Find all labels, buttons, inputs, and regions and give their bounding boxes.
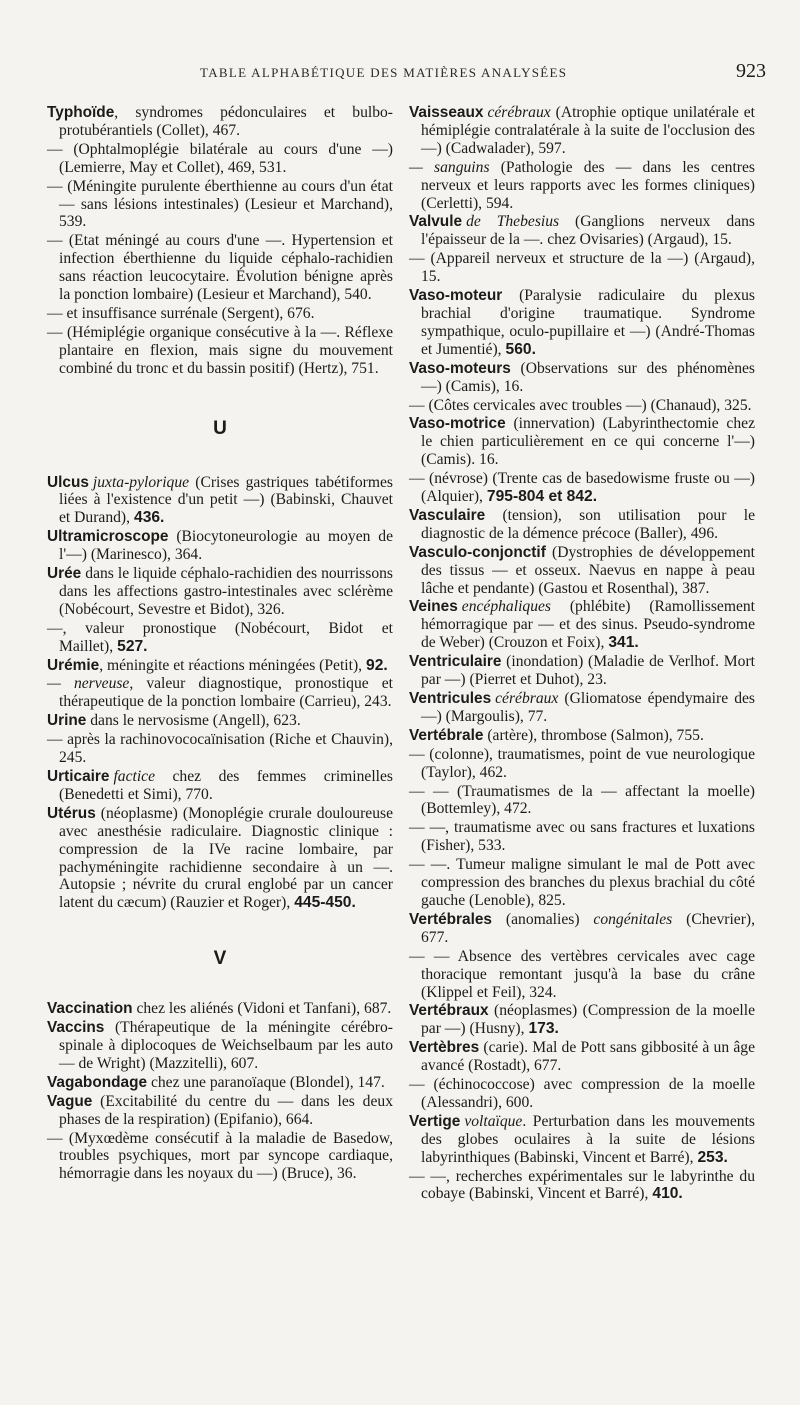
entry-text: — (colonne), traumatismes, point de vue neurologique (Taylor), 462. <box>409 745 755 781</box>
entry-heading: Vaccination <box>47 1000 133 1018</box>
entry-heading: Urémie <box>47 656 100 674</box>
index-entry <box>409 250 755 286</box>
entry-text: , méningite et réactions méningées (Petit), <box>99 656 363 674</box>
entry-heading: Vaccins <box>47 1019 105 1037</box>
entry-text: (tension), son utilisation pour le diagnostic de la démence précoce (Baller), 496. <box>421 506 755 542</box>
index-entry <box>47 1000 393 1018</box>
entry-qualifier: encéphaliques <box>461 598 551 616</box>
section-letter-v: V <box>213 948 227 970</box>
entry-text: — après la rachinovococaïnisation (Riche et Chauvin), 245. <box>47 731 393 767</box>
index-entry <box>409 159 755 213</box>
index-entry <box>409 1113 755 1167</box>
index-entry <box>409 911 755 947</box>
entry-text: — —, recherches expérimentales sur le labyrinthe du cobaye (Babinski, Vincent et Barré), <box>409 1167 755 1203</box>
entry-qualifier: — nerveuse <box>47 675 130 693</box>
entry-text: — (Côtes cervicales avec troubles —) (Chanaud), 325. <box>409 396 752 414</box>
entry-text: — et insuffisance surrénale (Sergent), 676. <box>47 304 315 322</box>
entry-text: — (Myxœdème consécutif à la maladie de Basedow, troubles psychiques, mort par syncope cardiaque, hémorragie dans les noyaux du —) (Bruce), 36. <box>47 1129 393 1183</box>
entry-heading: Valvule <box>409 213 463 231</box>
index-entry <box>409 727 755 745</box>
entry-text: — (Méningite purulente éberthienne au cours d'un état — sans lésions intestinales) (Lesieur et Marchand), 539. <box>47 177 393 231</box>
entry-heading: Vertige <box>409 1112 461 1130</box>
index-entry <box>47 1130 393 1184</box>
entry-heading: Vertébrales <box>409 910 492 928</box>
running-title: TABLE ALPHABÉTIQUE DES MATIÈRES ANALYSÉES <box>200 65 568 80</box>
index-entry <box>47 528 393 564</box>
entry-text: (Chevrier), 677. <box>421 910 755 946</box>
typhoide-group <box>47 104 393 378</box>
entry-text: (inondation) (Maladie de Verlhof. Mort par —) (Pierret et Duhot), 23. <box>421 653 755 689</box>
index-entry <box>47 474 393 528</box>
entry-text: (Atrophie optique unilatérale et hémiplégie contralatérale à la suite de l'occlusion des —) (Cadwalader), 597. <box>421 104 755 157</box>
index-entry <box>409 1039 755 1075</box>
section-letter-u: U <box>213 417 227 439</box>
entry-heading: Vertébrale <box>409 726 484 744</box>
entry-text: (néoplasme) (Monoplégie crurale douloureuse avec anesthésie radiculaire. Diagnostic clinique : compression de la IVe racine lombaire, par pachyméningite rachidienne secondaire à un —. Autopsie ; névrite du crural englobé par un cancer latent du cæcum) (Rauzier et Roger), <box>59 804 393 912</box>
entry-qualifier: cérébraux <box>495 690 559 707</box>
index-entry <box>47 104 393 140</box>
index-entry <box>409 397 755 415</box>
entry-page-ref: 253. <box>697 1148 728 1166</box>
index-entry <box>409 783 755 819</box>
index-entry <box>47 565 393 619</box>
index-entry <box>409 819 755 855</box>
entry-qualifier: congénitales <box>579 910 673 928</box>
entry-qualifier: — sanguins <box>409 158 490 176</box>
index-entry <box>409 948 755 1002</box>
index-entry <box>47 675 393 711</box>
entry-heading: Utérus <box>47 804 96 822</box>
entry-text: —, valeur pronostique (Nobécourt, Bidot et Maillet), <box>47 619 393 655</box>
entry-text: (innervation) (Labyrinthectomie chez le chien particulièrement en ce qui concerne l'—) (Camis). 16. <box>421 415 755 469</box>
index-entry <box>47 805 393 912</box>
entry-text: — (Hémiplégie organique consécutive à la —. Réflexe plantaire en flexion, mais signe du mouvement combiné du tronc et du bassin positif) (Hertz), 751. <box>47 323 393 377</box>
entry-text: — (échinococcose) avec compression de la moelle (Alessandri), 600. <box>409 1076 755 1111</box>
index-entry <box>47 305 393 323</box>
entry-text: — (névrose) (Trente cas de basedowisme fruste ou —) (Alquier), <box>409 470 755 506</box>
entry-heading: Urine <box>47 712 87 730</box>
entry-text: (Thérapeutique de la méningite cérébro-spinale à diplocoques de Weichselbaum par les auto — de Wright) (Mazzitelli), 607. <box>59 1019 393 1072</box>
entry-page-ref: 92. <box>366 656 388 674</box>
entry-qualifier: voltaïque <box>464 1112 523 1130</box>
index-entry <box>47 232 393 304</box>
entry-text: — — (Traumatismes de la — affectant la moelle) (Bottemley), 472. <box>409 782 755 818</box>
entry-text: — —, traumatisme avec ou sans fractures et luxations (Fisher), 533. <box>409 819 755 855</box>
index-entry <box>409 856 755 910</box>
index-entry <box>47 1093 393 1129</box>
entry-text: (phlébite) (Ramollissement hémorragique par — et des sinus. Pseudo-syndrome de Weber) (Crouzon et Foix), <box>421 598 755 652</box>
entry-text: (Observations sur des phénomènes —) (Camis), 16. <box>421 359 755 395</box>
page-header <box>0 62 800 86</box>
entry-text: (carie). Mal de Pott sans gibbosité à un âge avancé (Rostadt), 677. <box>421 1039 755 1075</box>
entry-text: — (Etat méningé au cours d'une —. Hypertension et infection éberthienne du liquide céphalo-rachidien sans réaction leucocytaire. Évolution bénigne après la ponction lombaire) (Lesieur et Marchand), 540. <box>47 232 393 304</box>
entry-text: . Perturbation dans les mouvements des globes oculaires à la suite de lésions labyrinthiques (Babinski, Vincent et Barré), <box>421 1112 755 1166</box>
entry-heading: Vagabondage <box>47 1073 148 1091</box>
entry-page-ref: 560. <box>505 340 536 358</box>
index-entry <box>409 287 755 359</box>
index-entry <box>47 141 393 177</box>
entry-text: (Pathologie des — dans les centres nerveux et leurs rapports avec les formes cliniques) (Cerletti), 594. <box>421 158 755 212</box>
entry-text: (Biocytoneurologie au moyen de l'—) (Marinesco), 364. <box>59 528 393 564</box>
entry-heading: Vaso-moteurs <box>409 359 511 377</box>
index-entry <box>47 657 393 675</box>
entry-text: (Ganglions nerveux dans l'épaisseur de la —. chez Ovisaries) (Argaud), 15. <box>421 213 755 249</box>
index-entry <box>409 360 755 396</box>
index-entry <box>409 746 755 782</box>
entry-heading: Vaisseaux <box>409 104 484 121</box>
entry-page-ref: 795-804 et 842. <box>486 488 598 506</box>
entry-heading: Vaso-moteur <box>409 287 503 305</box>
entry-text: chez des femmes criminelles (Benedetti et Simi), 770. <box>59 768 393 803</box>
index-entry <box>47 768 393 804</box>
entry-qualifier: juxta-pylorique <box>92 473 190 491</box>
v-group <box>47 1000 393 1183</box>
entry-text: (Crises gastriques tabétiformes liées à l'existence d'un petit —) (Babinski, Chauvet et Durand), <box>59 473 393 527</box>
entry-text: (artère), thrombose (Salmon), 755. <box>483 726 704 744</box>
entry-page-ref: 445-450. <box>294 894 356 912</box>
entry-page-ref: 436. <box>134 509 165 527</box>
index-entry <box>47 731 393 767</box>
index-entry <box>409 653 755 689</box>
entry-heading: Vertébraux <box>409 1002 489 1020</box>
index-entry <box>409 544 755 598</box>
entry-text: (Paralysie radiculaire du plexus brachial d'origine traumatique. Syndrome sympathique, oculo-pupillaire et —) (André-Thomas et Jumentié), <box>421 287 755 358</box>
entry-text: — — Absence des vertèbres cervicales avec cage thoracique remontant jusqu'à la base du crâne (Klippel et Feil), 324. <box>409 947 755 1001</box>
entry-text: , valeur diagnostique, pronostique et thérapeutique de la ponction lombaire (Carrieu), 243. <box>59 675 393 711</box>
entry-text: — (Ophtalmoplégie bilatérale au cours d'une —) (Lemierre, May et Collet), 469, 531. <box>47 140 393 176</box>
index-entry <box>47 324 393 378</box>
index-entry <box>409 104 755 158</box>
index-entry <box>409 507 755 543</box>
index-entry <box>409 598 755 652</box>
entry-heading: Urticaire <box>47 768 110 785</box>
entry-heading: Vertèbres <box>409 1039 480 1057</box>
entry-heading: Vasculaire <box>409 506 486 524</box>
entry-qualifier: de Thebesius <box>466 213 560 231</box>
entry-text: (néoplasmes) (Compression de la moelle par —) (Husny), <box>421 1002 755 1038</box>
entry-text: , syndromes pédonculaires et bulbo-protubérantiels (Collet), 467. <box>59 104 393 139</box>
entry-text: dans le liquide céphalo-rachidien des nourrissons dans les affections gastro-intestinales avec sclérème (Nobécourt, Sevestre et Bidot), 326. <box>59 565 393 618</box>
entry-qualifier: factice <box>113 768 156 785</box>
index-entry <box>47 712 393 730</box>
index-entry <box>409 1002 755 1038</box>
u-group <box>47 474 393 913</box>
entry-heading: Vasculo-conjonctif <box>409 543 546 561</box>
entry-heading: Urée <box>47 565 82 583</box>
page-number: 923 <box>736 60 766 82</box>
entry-heading: Vaso-motrice <box>409 415 506 433</box>
index-entry <box>409 470 755 506</box>
entry-heading: Typhoïde <box>47 104 115 121</box>
entry-page-ref: 410. <box>652 1185 683 1203</box>
entry-page-ref: 173. <box>528 1020 559 1038</box>
entry-page-ref: 341. <box>608 634 639 652</box>
entry-text: (Gliomatose épendymaire des —) (Margoulis), 77. <box>421 690 755 725</box>
entry-text: chez les aliénés (Vidoni et Tanfani), 687. <box>132 1000 392 1018</box>
index-entry <box>409 690 755 726</box>
entry-heading: Ulcus <box>47 473 89 491</box>
entry-heading: Ventriculaire <box>409 653 502 671</box>
entry-heading: Ultramicroscope <box>47 528 169 546</box>
entry-text: dans le nervosisme (Angell), 623. <box>86 712 301 730</box>
index-entry <box>47 178 393 232</box>
entry-text: — (Appareil nerveux et structure de la —) (Argaud), 15. <box>409 250 755 286</box>
entry-heading: Ventricules <box>409 690 492 707</box>
entry-heading: Vague <box>47 1092 93 1110</box>
right-column <box>409 104 755 1204</box>
index-entry <box>409 213 755 249</box>
entry-qualifier: cérébraux <box>487 104 551 121</box>
index-entry <box>47 620 393 656</box>
entry-heading: Veines <box>409 598 458 616</box>
entry-text: chez une paranoïaque (Blondel), 147. <box>147 1073 385 1091</box>
right-group <box>409 104 755 1203</box>
entry-text: (Dystrophies de développement des tissus — et osseux. Naevus en nappe à peau lâche et pendante) (Gastou et Rosenthal), 387. <box>421 543 755 597</box>
index-entry <box>47 1074 393 1092</box>
entry-text: (anomalies) <box>492 910 580 928</box>
entry-text: (Excitabilité du centre du — dans les deux phases de la respiration) (Epifanio), 664. <box>59 1092 393 1128</box>
index-entry <box>409 1076 755 1112</box>
entry-text: — —. Tumeur maligne simulant le mal de Pott avec compression des branches du plexus brachial du côté gauche (Lenoble), 825. <box>409 856 755 909</box>
entry-page-ref: 527. <box>117 637 148 655</box>
index-entry <box>409 415 755 469</box>
index-entry <box>409 1168 755 1204</box>
index-entry <box>47 1019 393 1073</box>
left-column <box>47 104 393 1184</box>
